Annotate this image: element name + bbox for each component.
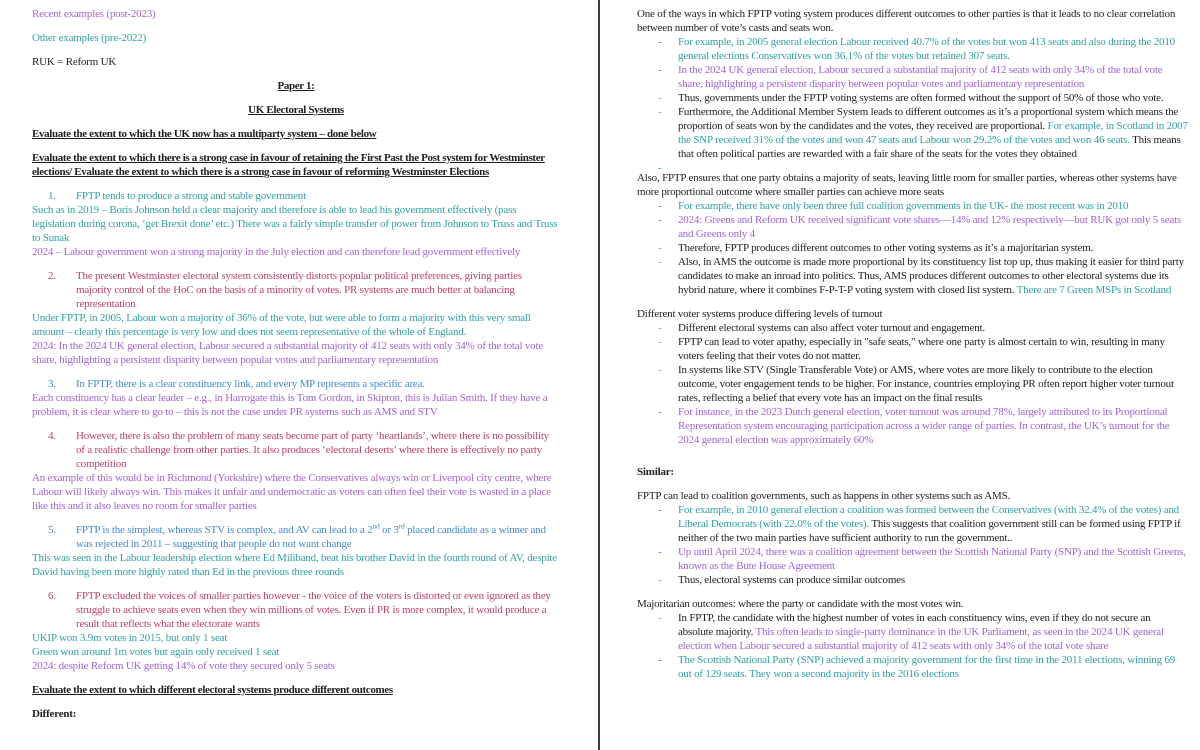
paragraph [32,203,560,245]
list-number: 4. [48,430,56,442]
numbered-item [32,523,560,551]
bullet-item [637,503,1188,545]
text-segment: Different electoral systems can also affect voter turnout and engagement. [678,322,985,334]
doc-title: UK Electoral Systems [248,104,344,116]
paragraph [32,245,560,259]
text-segment: This means that often political parties are rewarded with a fair share of the seats for the votes they obtained [678,134,1181,160]
essay-question-multiparty: Evaluate the extent to which the UK now has a multiparty system – done below [32,128,377,140]
numbered-item [32,269,560,311]
bullet-dash: - [658,574,662,586]
text-segment: This suggests that coalition government still can be formed using FPTP if neither of the two main parties have sufficient authority to run the government.. [678,518,1181,544]
list-number: 3. [48,378,56,390]
text-segment: 2024: In the 2024 UK general election, Labour secured a substantial majority of 412 seats with only 34% of the total vote share, highlighting a persistent disparity between popular votes and parliamentary representation [32,340,543,366]
text-segment: Therefore, FPTP produces different outcomes to other voting systems as it’s a majoritarian system. [678,242,1094,254]
text-segment: There are 7 Green MSPs in Scotland [1016,284,1172,296]
bullet-dash: - [658,504,662,516]
text-segment: RUK = Reform UK [32,56,117,68]
text-segment: or 3 [379,524,399,536]
text-segment: rd [398,521,405,531]
bullet-dash: - [658,64,662,76]
bullet-item [637,321,1188,335]
bullet-item [637,405,1188,447]
bullet-dash: - [658,106,662,118]
text-segment: Green won around 1m votes but again only received 1 seat [32,646,280,658]
text-segment: The Scottish National Party (SNP) achieved a majority government for the first time in the 2011 elections, winning 69 out of 129 seats. They won a second majority in the 2016 elections [678,654,1176,680]
bullet-dash: - [658,242,662,254]
text-segment: 2024: Greens and Reform UK received significant vote shares—14% and 12% respectively—but RUK got only 5 seats and Greens only 4 [678,214,1182,240]
right-column [600,0,1200,750]
paragraph [32,471,560,513]
paper-title: Paper 1: [277,80,315,92]
bullet-list [637,611,1188,681]
bullet-dash: - [658,256,662,268]
text-segment: For example, there have only been three full coalition governments in the UK- the most recent was in 2010 [678,200,1129,212]
bullet-item [637,545,1188,573]
list-number: 6. [48,590,56,602]
list-number: 2. [48,270,56,282]
text-segment: Also, FPTP ensures that one party obtains a majority of seats, leaving little room for smaller parties, whereas other systems have more proportional outcome where smaller parties can achieve more seats [637,172,1177,198]
text-segment: Furthermore, the Additional Member System leads to different outcomes as it’s a proportional system which means the proportion of seats won by the candidates and the votes, they received are proportional. [678,106,1179,132]
bullet-dash: - [658,336,662,348]
paragraph [32,645,560,659]
bullet-item [637,213,1188,241]
numbered-item [32,189,560,203]
bullet-item [637,611,1188,653]
bullet-item [637,105,1188,161]
bullet-dash: - [658,92,662,104]
paragraph [637,489,1188,503]
bullet-item [637,35,1188,63]
text-segment: However, there is also the problem of many seats become part of party ‘heartlands’, where there is no possibility of a realistic challenge from other parties. It also produces ‘electoral deserts’ where there is effectively no party competition [76,430,550,470]
numbered-item [32,377,560,391]
text-segment: Majoritarian outcomes: where the party or candidate with the most votes win. [637,598,964,610]
bullet-dash: - [658,36,662,48]
bullet-list [637,321,1188,447]
text-segment: FPTP can lead to coalition governments, such as happens in other systems such as AMS. [637,490,1011,502]
text-segment: This often leads to single-party dominance in the UK Parliament, as seen in the 2024 UK general election when Labour secured a substantial majority of 412 seats with only 34% of the total vote share [678,626,1164,652]
paragraph [637,597,1188,611]
bullet-item [637,335,1188,363]
bullet-item [637,255,1188,297]
bullet-item [637,363,1188,405]
paragraph [637,171,1188,199]
paragraph [32,659,560,673]
text-segment: 2024 – Labour government won a strong majority in the July election and can therefore lead government effectively [32,246,521,258]
legend-ruk [32,55,560,69]
list-number: 1. [48,190,56,202]
text-segment: An example of this would be in Richmond (Yorkshire) where the Conservatives always win or Liverpool city centre, where Labour will likely always win. This makes it unfair and undemocratic as voters can often feel their vote is wasted in a place like this and it also leaves no room for smaller parties [32,472,552,512]
numbered-item [32,589,560,631]
text-segment: This was seen in the Labour leadership election where Ed Miliband, beat his brother David in the fourth round of AV, despite David having been more highly rated than Ed in the previous three rounds [32,552,557,578]
text-segment: Under FPTP, in 2005, Labour won a majority of 36% of the vote, but were able to form a majority with this very small amount – clearly this percentage is very low and does not seem representative of the whole of England. [32,312,531,338]
text-segment: Recent examples (post-2023) [32,8,156,20]
text-segment: Such as in 2019 – Boris Johnson held a clear majority and therefore is able to lead his government effectively (pass legislation during corona, ‘get Brexit done’ etc.) There was a fairly simple transfer of power from Johnson to Truss and Truss to Sunak [32,204,558,244]
text-segment: The present Westminster electoral system consistently distorts popular political preferences, giving parties majority control of the HoC on the basis of a minority of votes. PR systems are much better at balancing representation [76,270,522,310]
bullet-dash: - [658,654,662,666]
numbered-item [32,429,560,471]
bullet-list [637,503,1188,587]
text-segment: Each constituency has a clear leader – e.g., in Harrogate this is Tom Gordon, in Skipton, this is Julian Smith. If they have a problem, it is clear where to go to – this is not the case under PR systems such as AMS and STV [32,392,548,418]
legend-other-examples [32,31,560,45]
bullet-dash: - [658,200,662,212]
text-segment: Thus, governments under the FPTP voting systems are often formed without the support of 50% of those who vote. [678,92,1164,104]
bullet-item [637,653,1188,681]
text-segment: FPTP excluded the voices of smaller parties however - the voice of the voters is distorted or even ignored as they struggle to achieve seats even when they win millions of votes. Even if PR is more complex, it would produce a result that reflects what the electorate wants [76,590,551,630]
text-segment: In FPTP, there is a clear constituency link, and every MP represents a specific area. [76,378,425,390]
paragraph [637,307,1188,321]
subheading-different: Different: [32,708,77,720]
bullet-item [637,199,1188,213]
text-segment: Also, in AMS the outcome is made more proportional by its constituency list top up, thus making it easier for third party candidates to make an inroad into politics. Thus, AMS produces different outcomes to other electoral systems due its hybrid nature, where it combines F-P-T-P voting system with closed list system. [678,256,1184,296]
text-segment: Different voter systems produce differing levels of turnout [637,308,883,320]
bullet-dash: - [658,162,662,174]
text-segment: In the 2024 UK general election, Labour secured a substantial majority of 412 seats with only 34% of the total vote share, highlighting a persistent disparity between popular votes and parliamentary representation [678,64,1163,90]
bullet-dash: - [658,406,662,418]
text-segment: For example, in Scotland in 2007 the SNP received 31% of the votes and won 47 seats and Labour won 29.2% of the votes and won 46 seats. [678,120,1188,146]
text-segment: FPTP tends to produce a strong and stable government [76,190,306,202]
bullet-item [637,91,1188,105]
text-segment: FPTP can lead to voter apathy, especially in "safe seats," where one party is almost certain to win, resulting in many voters feeling that their votes do not matter. [678,336,1165,362]
bullet-dash: - [658,546,662,558]
bullet-dash: - [658,612,662,624]
text-segment: FPTP is the simplest, whereas STV is complex, and AV can lead to a 2 [76,524,373,536]
legend-recent-examples [32,7,560,21]
left-column [0,0,598,750]
text-segment: In systems like STV (Single Transferable Vote) or AMS, where votes are more likely to contribute to the election outcome, voter engagement tends to be higher. For instance, countries employing PR often report higher voter turnout rates, reflecting a belief that every vote has an impact on the final results [678,364,1174,404]
essay-question-fptp: Evaluate the extent to which there is a strong case in favour of retaining the First Past the Post system for Westminster elections/ Evaluate the extent to which there is a strong case in favour of reforming Westminster Elections [32,152,545,178]
text-segment: Up until April 2024, there was a coalition agreement between the Scottish National Party (SNP) and the Scottish Greens, known as the Bute House Agreement [678,546,1186,572]
paragraph [32,311,560,339]
bullet-item [637,63,1188,91]
bullet-dash: - [658,364,662,376]
subheading-similar: Similar: [637,466,674,478]
essay-question-outcomes: Evaluate the extent to which different electoral systems produce different outcomes [32,684,393,696]
text-segment: In FPTP, the candidate with the highest number of votes in each constituency wins, even if they do not secure an absolute majority. [678,612,1151,638]
paragraph [637,7,1188,35]
paragraph [32,631,560,645]
text-segment: UKIP won 3.9m votes in 2015, but only 1 seat [32,632,228,644]
text-segment: Other examples (pre-2022) [32,32,147,44]
paragraph [32,391,560,419]
bullet-dash: - [658,214,662,226]
list-number: 5. [48,524,56,536]
text-segment: 2024: despite Reform UK getting 14% of vote they secured only 5 seats [32,660,335,672]
text-segment: For example, in 2005 general election Labour received 40.7% of the votes but won 413 seats and also during the 2010 general elections Conservatives won 36.1% of the votes but retained 307 seats. [678,36,1175,62]
bullet-list [637,199,1188,297]
text-segment: One of the ways in which FPTP voting system produces different outcomes to other parties is that it leads to no clear correlation between number of vote’s casts and seats won. [637,8,1176,34]
text-segment: For instance, in the 2023 Dutch general election, voter turnout was around 78%, largely attributed to its Proportional Representation system encouraging participation across a wider range of parties. In contrast, the UK’s turnout for the 2024 general election was approximately 60% [678,406,1170,446]
bullet-dash: - [658,322,662,334]
bullet-list [637,35,1188,174]
text-segment: placed candidate as a winner and was rejected in 2011 – suggesting that people do not want change [76,524,546,550]
paragraph [32,551,560,579]
text-segment: For example, in 2010 general election a coalition was formed between the Conservatives (with 32.4% of the votes) and Liberal Democrats (with 22.0% of the votes). [678,504,1179,530]
text-segment: Thus, electoral systems can produce similar outcomes [678,574,905,586]
bullet-item [637,573,1188,587]
bullet-item [637,241,1188,255]
paragraph [32,339,560,367]
text-segment: nd [372,521,380,531]
